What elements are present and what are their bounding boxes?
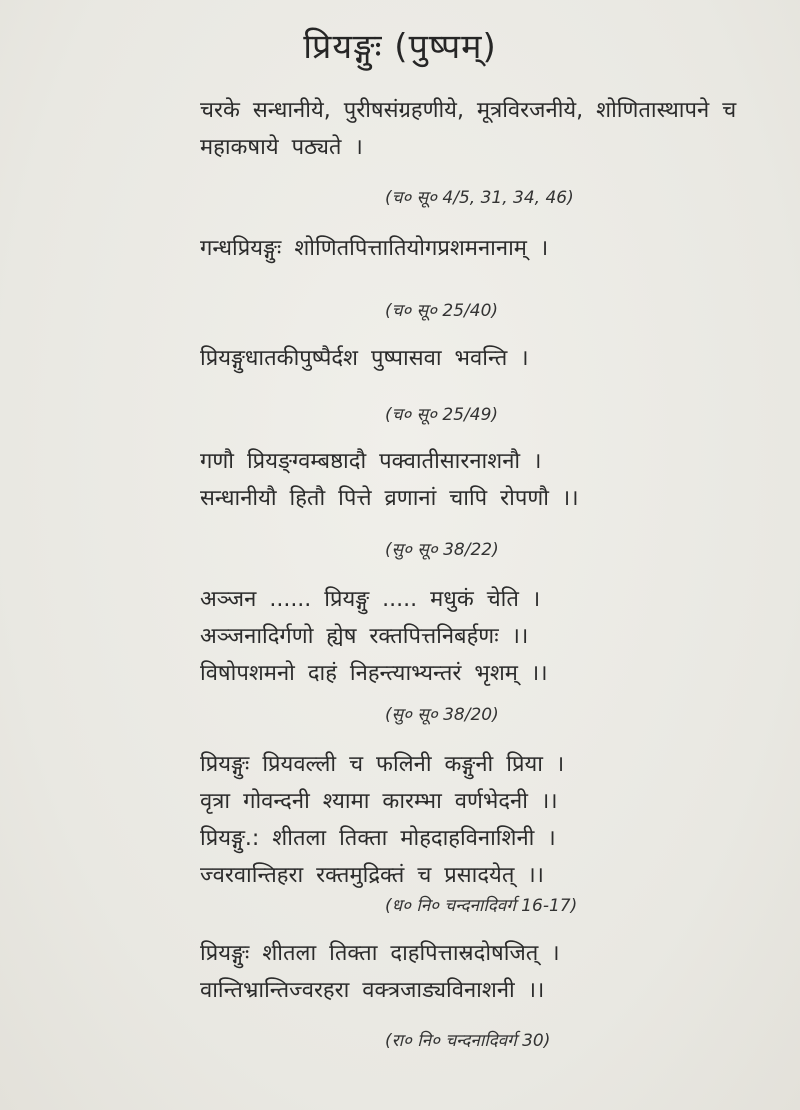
passage-7 [200, 935, 560, 1009]
verse-line: विषोपशमनो दाहं निहन्त्याभ्यन्तरं भृशम् ।। [200, 661, 548, 686]
verse-line: गणौ प्रियङ्ग्वम्बष्ठादौ पक्वातीसारनाशनौ । [200, 449, 542, 474]
verse-line: वृत्रा गोवन्दनी श्यामा कारम्भा वर्णभेदनी ।। [200, 789, 558, 814]
reference-citation: (च० सू० 25/49) [385, 405, 499, 425]
verse-line: महाकषाये पठ्यते । [200, 135, 363, 160]
reference-citation: (सु० सू० 38/22) [385, 540, 499, 560]
page-title: प्रियङ्गुः (पुष्पम्) [303, 27, 497, 67]
verse-line: प्रियङ्गुधातकीपुष्पैर्दश पुष्पासवा भवन्ति । [200, 346, 529, 371]
verse-line: प्रियङ्गुः प्रियवल्ली च फलिनी कङ्गुनी प्रिया । [200, 752, 565, 777]
passage-5 [200, 581, 548, 692]
passage-4 [200, 443, 579, 517]
reference-citation: (च० सू० 25/40) [385, 301, 499, 321]
reference-citation: (च० सू० 4/5, 31, 34, 46) [385, 188, 574, 208]
reference-citation: (सु० सू० 38/20) [385, 705, 499, 725]
verse-line: चरके सन्धानीये, पुरीषसंग्रहणीये, मूत्रविरजनीये, शोणितास्थापने च [200, 98, 737, 123]
passage-3 [200, 340, 529, 377]
verse-line: वान्तिभ्रान्तिज्वरहरा वक्त्रजाड्यविनाशनी ।। [200, 978, 545, 1003]
verse-line: सन्धानीयौ हितौ पित्ते व्रणानां चापि रोपणौ ।। [200, 486, 579, 511]
verse-line: गन्धप्रियङ्गुः शोणितपित्तातियोगप्रशमनानाम् । [200, 236, 549, 261]
verse-line: प्रियङ्गुः शीतला तिक्ता दाहपित्तास्रदोषजित् । [200, 941, 560, 966]
reference-citation: (रा० नि० चन्दनादिवर्ग 30) [385, 1031, 551, 1051]
verse-line: अञ्जनादिर्गणो ह्येष रक्तपित्तनिबर्हणः ।। [200, 624, 529, 649]
passage-2 [200, 230, 548, 267]
verse-line: अञ्जन ...... प्रियङ्गु ..... मधुकं चेति । [200, 587, 541, 612]
reference-citation: (ध० नि० चन्दनादिवर्ग 16-17) [385, 896, 578, 916]
verse-line: प्रियङ्गु.: शीतला तिक्ता मोहदाहविनाशिनी । [200, 826, 556, 851]
verse-line: ज्वरवान्तिहरा रक्तमुद्रिक्तं च प्रसादयेत् ।। [200, 863, 545, 888]
passage-1 [200, 92, 736, 166]
passage-6 [200, 746, 564, 894]
